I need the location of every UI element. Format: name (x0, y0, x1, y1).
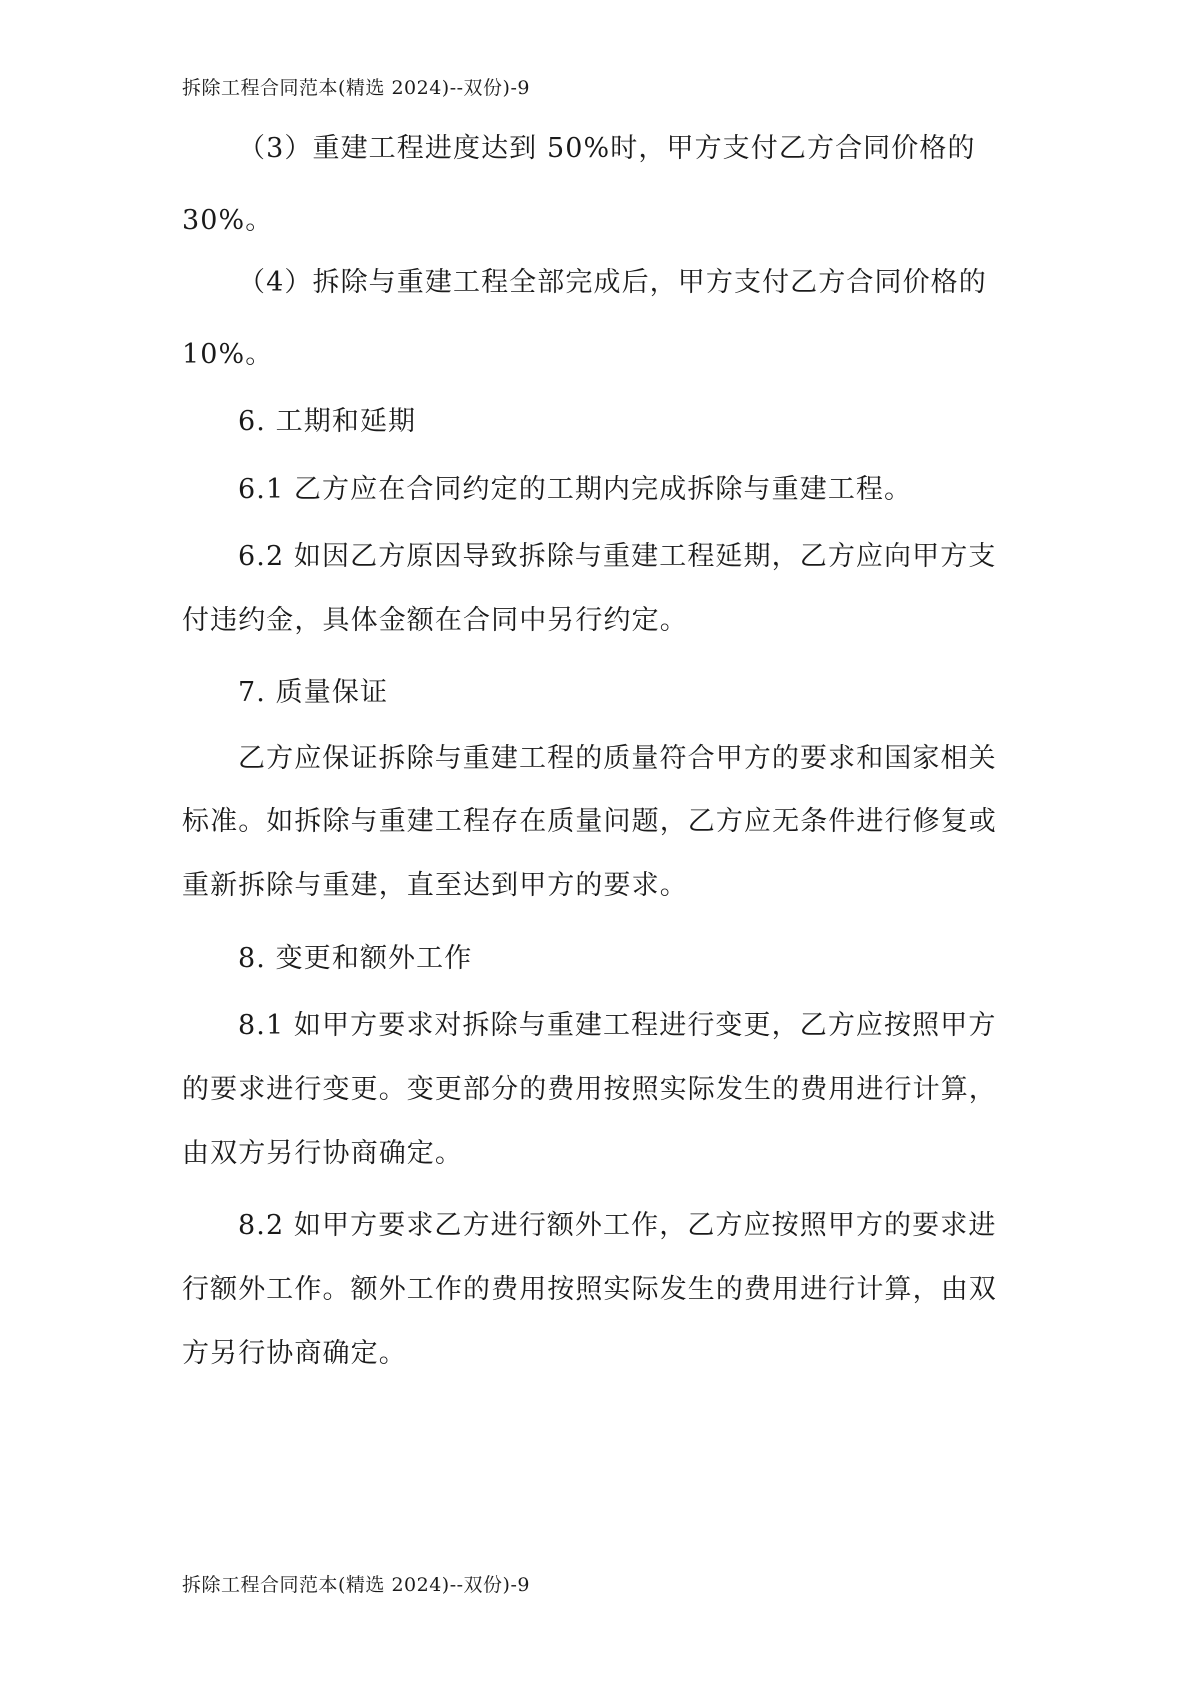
clause-8-1-cont-1: 的要求进行变更。变更部分的费用按照实际发生的费用进行计算， (182, 1074, 997, 1105)
clause-6-2-cont: 付违约金，具体金额在合同中另行约定。 (182, 605, 688, 636)
clause-8-1: 8.1 如甲方要求对拆除与重建工程进行变更，乙方应按照甲方 (238, 1010, 997, 1041)
payment-clause-3: （3）重建工程进度达到 50%时，甲方支付乙方合同价格的 (238, 133, 976, 164)
quality-paragraph-line-2: 标准。如拆除与重建工程存在质量问题，乙方应无条件进行修复或 (182, 806, 997, 837)
section-heading-schedule: 6. 工期和延期 (238, 406, 417, 437)
section-heading-quality: 7. 质量保证 (238, 677, 389, 708)
clause-8-1-cont-2: 由双方另行协商确定。 (182, 1138, 463, 1169)
quality-paragraph-line-3: 重新拆除与重建，直至达到甲方的要求。 (182, 870, 688, 901)
clause-8-2: 8.2 如甲方要求乙方进行额外工作，乙方应按照甲方的要求进 (238, 1210, 997, 1241)
clause-8-2-cont-2: 方另行协商确定。 (182, 1338, 407, 1369)
clause-6-2: 6.2 如因乙方原因导致拆除与重建工程延期，乙方应向甲方支 (238, 541, 997, 572)
payment-clause-4-cont: 10%。 (182, 339, 274, 370)
clause-8-2-cont-1: 行额外工作。额外工作的费用按照实际发生的费用进行计算，由双 (182, 1274, 997, 1305)
clause-6-1: 6.1 乙方应在合同约定的工期内完成拆除与重建工程。 (238, 474, 913, 505)
payment-clause-4: （4）拆除与重建工程全部完成后，甲方支付乙方合同价格的 (238, 267, 987, 298)
quality-paragraph-line-1: 乙方应保证拆除与重建工程的质量符合甲方的要求和国家相关 (238, 743, 997, 774)
running-footer: 拆除工程合同范本(精选 2024)--双份)-9 (182, 1574, 530, 1596)
running-header: 拆除工程合同范本(精选 2024)--双份)-9 (182, 77, 530, 99)
section-heading-changes: 8. 变更和额外工作 (238, 943, 473, 974)
payment-clause-3-cont: 30%。 (182, 205, 274, 236)
